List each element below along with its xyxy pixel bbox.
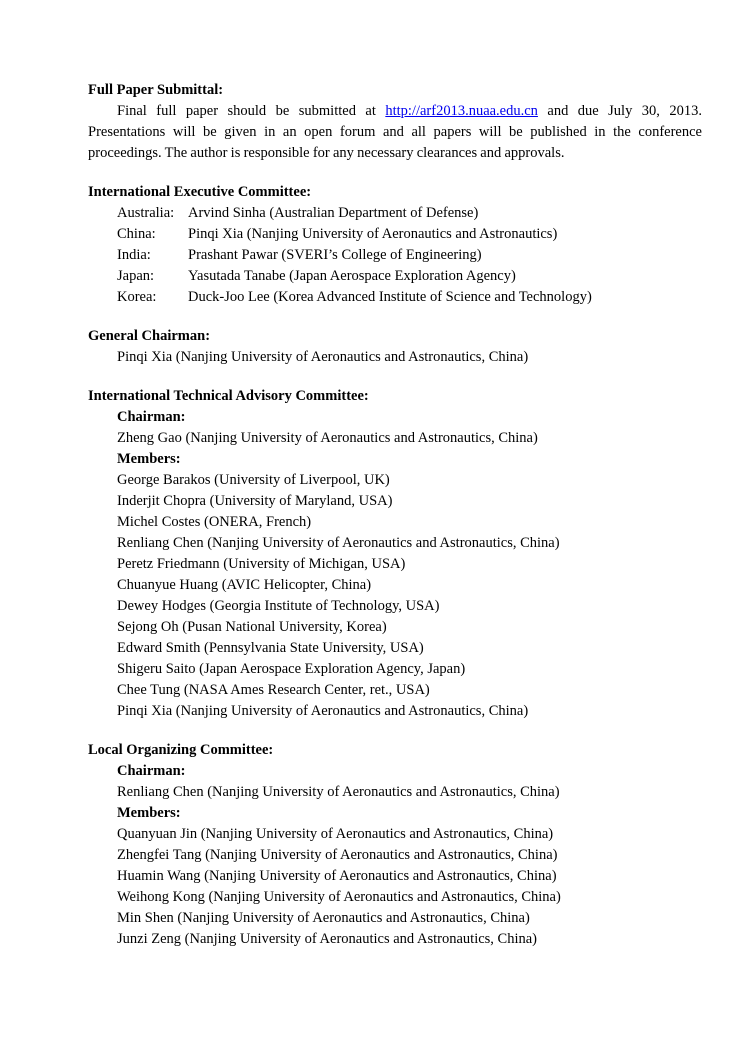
executive-committee-row — [117, 287, 702, 308]
full-paper-submittal-heading: Full Paper Submittal: — [88, 82, 224, 98]
member-name: Pinqi Xia (Nanjing University of Aeronautics and Astronautics, China) — [117, 703, 529, 719]
executive-committee-row — [117, 203, 702, 224]
general-chairman-name: Pinqi Xia (Nanjing University of Aeronautics and Astronautics, China) — [117, 349, 529, 365]
section-technical-advisory-committee — [88, 386, 702, 722]
technical-committee-heading: International Technical Advisory Committee: — [88, 388, 369, 404]
section-full-paper-submittal — [88, 80, 702, 164]
member-name: Chee Tung (NASA Ames Research Center, ret., USA) — [117, 682, 430, 698]
member-name: Huamin Wang (Nanjing University of Aeronautics and Astronautics, China) — [117, 868, 557, 884]
country-label: Korea: — [117, 289, 157, 305]
member-name: Peretz Friedmann (University of Michigan, USA) — [117, 556, 406, 572]
country-label: India: — [117, 247, 151, 263]
member-name: Dewey Hodges (Georgia Institute of Technology, USA) — [117, 598, 440, 614]
local-members-list — [88, 824, 702, 950]
executive-committee-row — [117, 224, 702, 245]
executive-committee-row — [117, 245, 702, 266]
country-label: China: — [117, 226, 156, 242]
member-name: Inderjit Chopra (University of Maryland, USA) — [117, 493, 393, 509]
executive-committee-row — [117, 266, 702, 287]
member-name: Edward Smith (Pennsylvania State University, USA) — [117, 640, 424, 656]
member-name: Renliang Chen (Nanjing University of Aeronautics and Astronautics, China) — [117, 535, 560, 551]
member-name: Yasutada Tanabe (Japan Aerospace Exploration Agency) — [188, 268, 516, 284]
member-name: Min Shen (Nanjing University of Aeronautics and Astronautics, China) — [117, 910, 530, 926]
technical-members-label: Members: — [117, 451, 181, 467]
technical-members-list — [88, 470, 702, 722]
member-name: Zhengfei Tang (Nanjing University of Aeronautics and Astronautics, China) — [117, 847, 558, 863]
member-name: Junzi Zeng (Nanjing University of Aeronautics and Astronautics, China) — [117, 931, 538, 947]
executive-committee-heading: International Executive Committee: — [88, 184, 312, 200]
member-name: Chuanyue Huang (AVIC Helicopter, China) — [117, 577, 372, 593]
member-name: George Barakos (University of Liverpool, UK) — [117, 472, 390, 488]
member-name: Michel Costes (ONERA, French) — [117, 514, 312, 530]
submission-url-link[interactable]: http://arf2013.nuaa.edu.cn — [385, 103, 538, 119]
local-members-label: Members: — [117, 805, 181, 821]
country-label: Australia: — [117, 205, 175, 221]
local-committee-heading: Local Organizing Committee: — [88, 742, 274, 758]
section-general-chairman — [88, 326, 702, 368]
technical-chairman-name: Zheng Gao (Nanjing University of Aeronautics and Astronautics, China) — [117, 430, 538, 446]
member-name: Duck-Joo Lee (Korea Advanced Institute of Science and Technology) — [188, 289, 592, 305]
executive-committee-list — [88, 203, 702, 308]
member-name: Arvind Sinha (Australian Department of Defense) — [188, 205, 479, 221]
local-chairman-name: Renliang Chen (Nanjing University of Aeronautics and Astronautics, China) — [117, 784, 560, 800]
member-name: Prashant Pawar (SVERI’s College of Engineering) — [188, 247, 482, 263]
member-name: Quanyuan Jin (Nanjing University of Aeronautics and Astronautics, China) — [117, 826, 554, 842]
full-paper-paragraph — [88, 101, 702, 164]
paragraph-text-after-link: and due July 30, 2013. Presentations will be given in an open forum and all papers will be published in the conference proceedings. The author is responsible for any necessary clearances and approvals. — [88, 103, 702, 161]
country-label: Japan: — [117, 268, 155, 284]
member-name: Pinqi Xia (Nanjing University of Aeronautics and Astronautics) — [188, 226, 558, 242]
section-international-executive-committee — [88, 182, 702, 308]
paragraph-text-before-link: Final full paper should be submitted at — [117, 103, 386, 119]
member-name: Shigeru Saito (Japan Aerospace Exploration Agency, Japan) — [117, 661, 466, 677]
member-name: Weihong Kong (Nanjing University of Aeronautics and Astronautics, China) — [117, 889, 561, 905]
general-chairman-heading: General Chairman: — [88, 328, 211, 344]
local-chairman-label: Chairman: — [117, 763, 186, 779]
member-name: Sejong Oh (Pusan National University, Korea) — [117, 619, 387, 635]
section-local-organizing-committee — [88, 740, 702, 950]
technical-chairman-label: Chairman: — [117, 409, 186, 425]
